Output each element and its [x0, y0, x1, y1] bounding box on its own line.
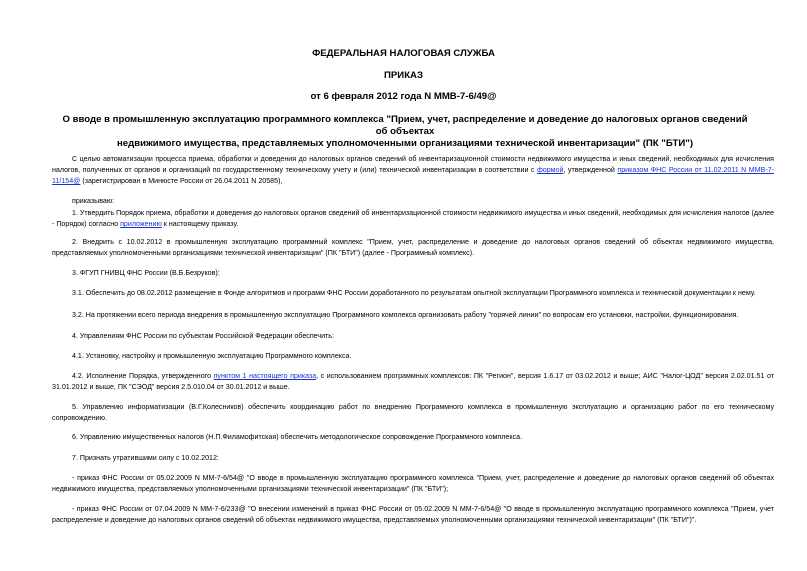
preamble-text: (зарегистрирован в Минюсте России от 26.04.2011 N 20585), [80, 177, 283, 185]
item-text: , с использованием программных комплексов: ПК "Регион", версия 1.6.17 от 03.02.2012 и выше; АИС "Налог-ЦОД" версия 2.02.01.51 от 31.01.2012 и выше, ПК "СЭОД" версия 2.5.010.04 от 30.01.2012 и выше. [52, 372, 774, 391]
item-text: 1. Утвердить Порядок приема, обработки и доведения до налоговых органов сведений об инвентаризационной стоимости недвижимого имущества и иных сведений, необходимых для исчисления налогов (далее - Порядок) согласно [52, 209, 774, 228]
preamble-paragraph [52, 154, 774, 187]
item-7: 7. Признать утратившими силу с 10.02.2012: [72, 454, 219, 462]
preamble-text: , утвержденной [563, 166, 618, 174]
item-7-a: - приказ ФНС России от 05.02.2009 N ММ-7-6/54@ "О вводе в промышленную эксплуатацию программного комплекса "Прием, учет, распределение и доведение до налоговых органов сведений об объектах недвижимого имущества, представляемых уполномоченными организациями технической инвентаризации" (ПК "БТИ"); [52, 474, 774, 493]
item-6: 6. Управлению имущественных налогов (Н.П.Филамофитская) обеспечить методологическое сопровождение Программного комплекса. [72, 433, 522, 441]
title-line: О вводе в промышленную эксплуатацию программного комплекса "Прием, учет, распределение и доведение до налоговых органов сведений об объектах [62, 114, 748, 137]
item-7-b: - приказ ФНС России от 07.04.2009 N ММ-7-6/233@ "О внесении изменений в приказ ФНС России от 05.02.2009 N ММ-7-6/54@ "О вводе в промышленную эксплуатацию программного комплекса "Прием, учет распределение и доведение до налоговых органов сведений об объектах недвижимого имущества, представляемых уполномоченными организациями технической инвентаризации" (ПК "БТИ")". [52, 505, 774, 524]
item-text: 4.2. Исполнение Порядка, утвержденного [72, 372, 214, 380]
item-4: 4. Управлениям ФНС России по субъектам Российской Федерации обеспечить: [72, 332, 334, 340]
item-text: к настоящему приказу. [161, 220, 239, 228]
item-1 [52, 208, 774, 230]
document-title [60, 114, 750, 150]
item-2: 2. Внедрить с 10.02.2012 в промышленную эксплуатацию программный комплекс "Прием, учет, распределение и доведение до налоговых органов сведений об объектах недвижимого имущества, представляемых уполномоченными организациями технической инвентаризации" (ПК "БТИ") (далее - Программный комплекс). [52, 238, 774, 257]
paragraph-1-link[interactable]: пунктом 1 настоящего приказа [213, 372, 317, 380]
item-3-2: 3.2. На протяжении всего периода внедрения в промышленную эксплуатацию Программного комплекса организовать работу "горячей линии" по вопросам его установки, настройки, функционирования. [72, 311, 739, 319]
document-date-number: от 6 февраля 2012 года N ММВ-7-6/49@ [310, 91, 497, 102]
item-3: 3. ФГУП ГНИВЦ ФНС России (В.Б.Безруков): [72, 269, 220, 277]
agency-name: ФЕДЕРАЛЬНАЯ НАЛОГОВАЯ СЛУЖБА [312, 48, 495, 59]
item-4-1: 4.1. Установку, настройку и промышленную эксплуатацию Программного комплекса. [72, 352, 352, 360]
item-4-2 [52, 371, 774, 393]
orders-word: приказываю: [72, 197, 115, 205]
order-link[interactable]: приказом ФНС России от 11.02.2011 N ММВ-7-11/154@ [52, 166, 775, 185]
document-type: ПРИКАЗ [384, 70, 423, 81]
item-5: 5. Управлению информатизации (В.Г.Колесников) обеспечить координацию работ по внедрению Программного комплекса в промышленную эксплуатацию и организацию работ по его техническому сопровождению. [52, 403, 774, 422]
appendix-link[interactable]: приложению [120, 220, 162, 228]
item-3-1: 3.1. Обеспечить до 08.02.2012 размещение в Фонде алгоритмов и программ ФНС России доработанного по результатам опытной эксплуатации Программного комплекса и технической документации к нему. [72, 289, 756, 297]
preamble-text: С целью автоматизации процесса приема, обработки и доведения до налоговых органов сведений об инвентаризационной стоимости недвижимого имущества и иных сведений, необходимых для исчисления налогов, полученных от органов и организаций по государственному техническому учету и (или) технической инвентаризации в соответствии с [52, 155, 774, 174]
form-link[interactable]: формой [536, 166, 564, 174]
title-line: недвижимого имущества, представляемых уполномоченными организациями технической инвентаризации" (ПК "БТИ") [116, 138, 694, 149]
